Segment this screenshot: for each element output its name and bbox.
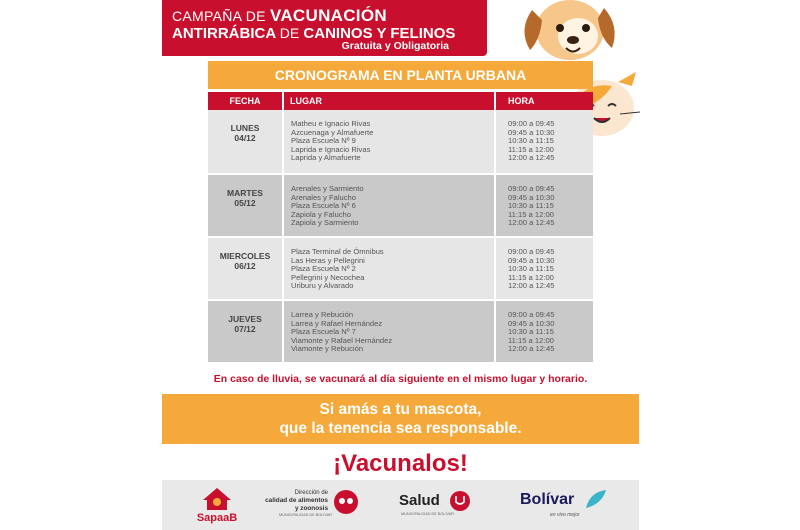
header-line-2: ANTIRRÁBICA DE CANINOS Y FELINOS xyxy=(172,25,456,42)
times-cell: 09:00 a 09:45 09:45 a 10:30 10:30 a 11:15 11:15 a 12:00 12:00 a 12:45 xyxy=(494,301,593,362)
slogan-banner xyxy=(162,394,639,444)
date-cell: MIERCOLES 06/12 xyxy=(208,238,282,299)
date-cell: LUNES 04/12 xyxy=(208,110,282,173)
places-cell: Matheu e Ignacio Rivas Azcuenaga y Almafuerte Plaza Escuela Nº 9 Laprida e Ignacio Rivas Laprida y Almafuerte xyxy=(282,110,494,173)
slogan-line-2: que la tenencia sea responsable. xyxy=(279,420,522,437)
places-cell: Arenales y Sarmiento Arenales y Falucho Plaza Escuela Nº 6 Zapiola y Falucho Zapiola y Sarmiento xyxy=(282,175,494,236)
rain-note: En caso de lluvia, se vacunará al día siguiente en el mismo lugar y horario. xyxy=(213,373,588,385)
date-cell: MARTES 05/12 xyxy=(208,175,282,236)
times-cell: 09:00 a 09:45 09:45 a 10:30 10:30 a 11:15 11:15 a 12:00 12:00 a 12:45 xyxy=(494,238,593,299)
bird-icon xyxy=(584,488,608,512)
campaign-header-banner xyxy=(162,0,487,56)
stethoscope-icon xyxy=(449,490,471,512)
call-to-action: ¡Vacunalos! xyxy=(333,450,468,477)
table-row xyxy=(208,110,593,173)
header-hora: HORA xyxy=(494,92,593,110)
schedule-title: CRONOGRAMA EN PLANTA URBANA xyxy=(208,61,593,89)
sponsor-footer: SapaaB Dirección de calidad de alimentos y zoonosis MUNICIPALIDAD DE BOLÍVAR Salud MUNICIPALIDAD DE BOLÍVAR Bolívar en vivo mejor xyxy=(162,480,639,530)
schedule-table xyxy=(208,92,593,362)
table-row xyxy=(208,173,593,236)
pets-emblem-icon xyxy=(332,488,360,516)
sapaab-logo: SapaaB xyxy=(187,486,247,517)
header-subtitle: Gratuita y Obligatoria xyxy=(341,40,449,52)
times-cell: 09:00 a 09:45 09:45 a 10:30 10:30 a 11:15 11:15 a 12:00 12:00 a 12:45 xyxy=(494,110,593,173)
vaccination-poster xyxy=(162,0,639,530)
table-row xyxy=(208,299,593,362)
times-cell: 09:00 a 09:45 09:45 a 10:30 10:30 a 11:15 11:15 a 12:00 12:00 a 12:45 xyxy=(494,175,593,236)
date-cell: JUEVES 07/12 xyxy=(208,301,282,362)
places-cell: Plaza Terminal de Ómnibus Las Heras y Pellegrini Plaza Escuela Nº 2 Pellegrini y Necochea Uriburu y Alvarado xyxy=(282,238,494,299)
header-line-1: CAMPAÑA DE VACUNACIÓN xyxy=(172,6,387,25)
table-row xyxy=(208,236,593,299)
places-cell: Larrea y Rebución Larrea y Rafael Hernández Plaza Escuela Nº 7 Viamonte y Rafael Hernández Viamonte y Rebución xyxy=(282,301,494,362)
schedule-table-header xyxy=(208,92,593,110)
dog-icon xyxy=(512,0,622,70)
header-fecha: FECHA xyxy=(229,96,261,106)
header-lugar: LUGAR xyxy=(282,92,494,110)
house-icon xyxy=(187,486,247,512)
slogan-line-1: Si amás a tu mascota, xyxy=(319,401,482,418)
